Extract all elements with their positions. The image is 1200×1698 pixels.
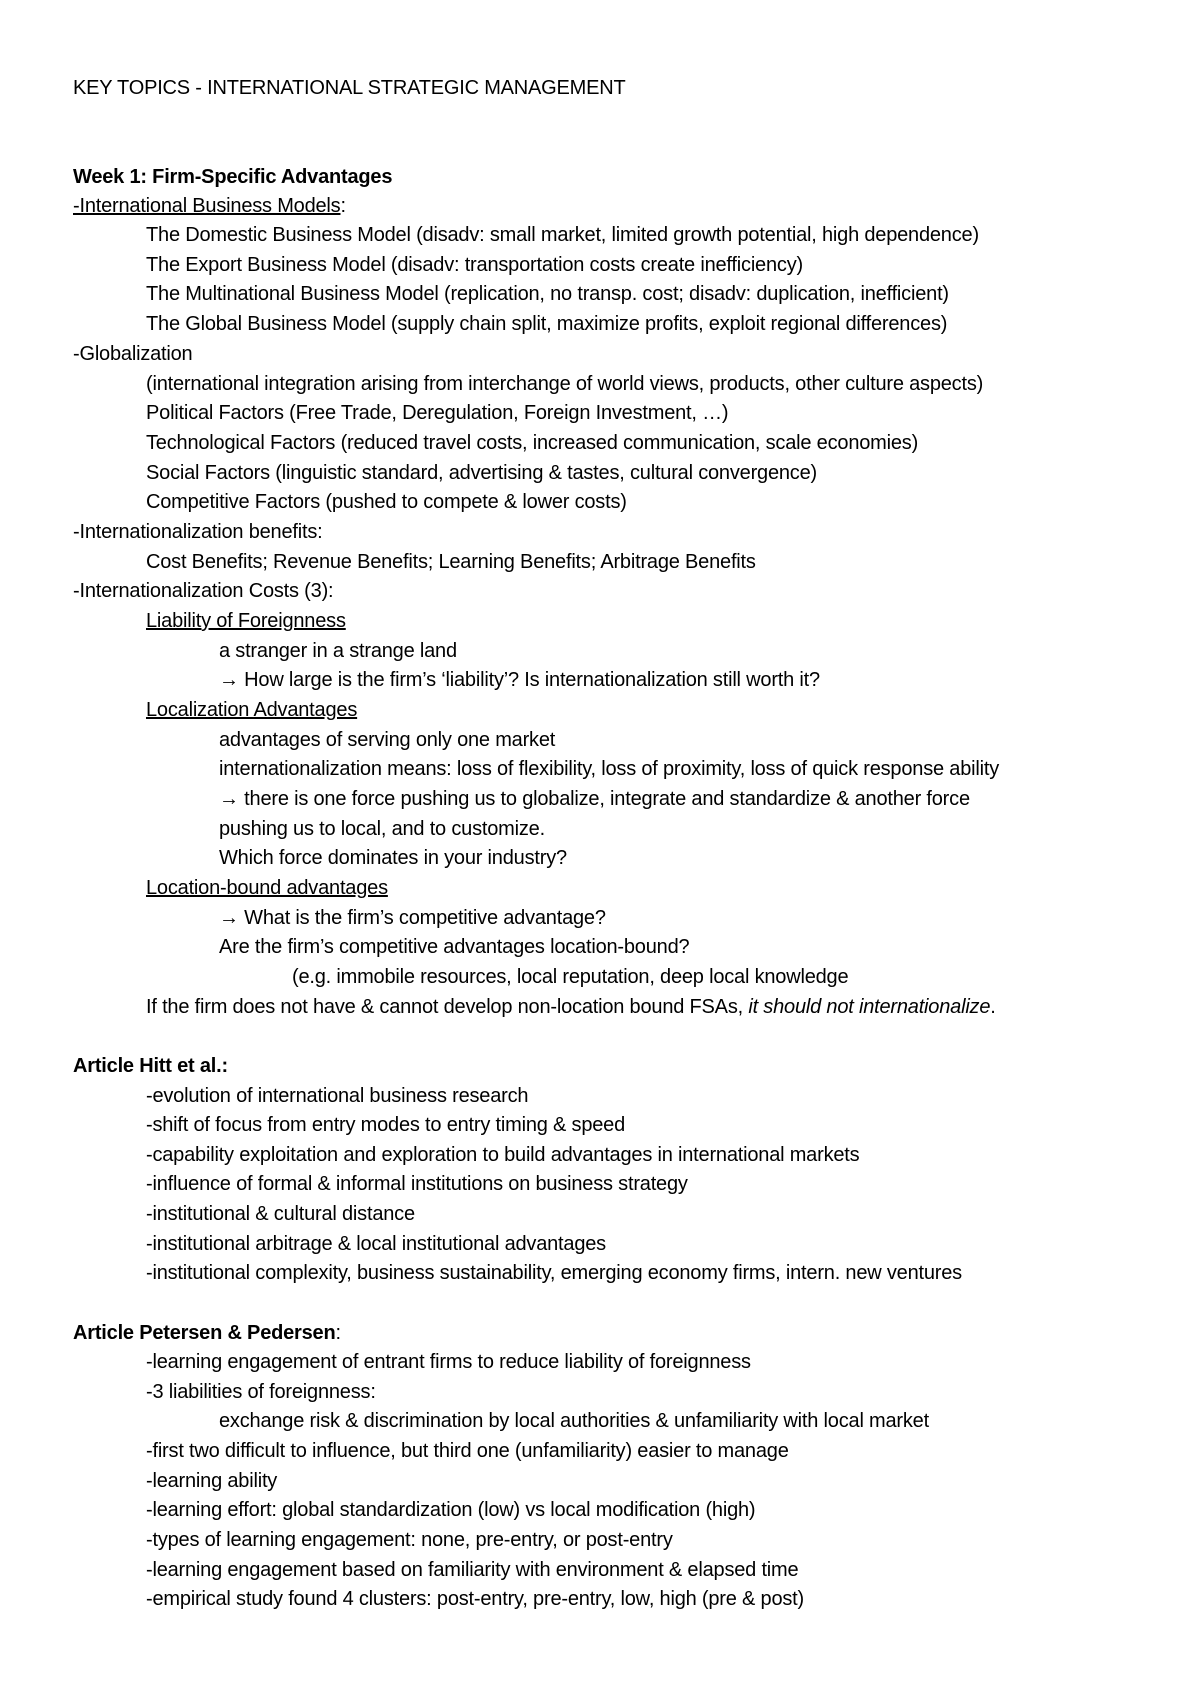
localization-heading: Localization Advantages: [146, 699, 358, 721]
localization-line: internationalization means: loss of flexibility, loss of proximity, loss of quick response ability: [219, 758, 1000, 780]
business-model-item: The Multinational Business Model (replication, no transp. cost; disadv: duplication, inefficient): [146, 283, 949, 305]
conclusion-end: .: [990, 996, 996, 1018]
hitt-item: -evolution of international business research: [146, 1085, 529, 1107]
arrow-right-icon: →: [219, 788, 239, 810]
liability-arrow-line: [219, 667, 820, 693]
petersen-item: -3 liabilities of foreignness:: [146, 1381, 376, 1403]
localization-line: pushing us to local, and to customize.: [219, 818, 545, 840]
localization-arrow-text: there is one force pushing us to globalize, integrate and standardize & another force: [238, 788, 970, 810]
conclusion-plain: If the firm does not have & cannot develop non-location bound FSAs,: [146, 996, 749, 1018]
petersen-sub-item: exchange risk & discrimination by local authorities & unfamiliarity with local market: [219, 1410, 929, 1432]
localization-line: advantages of serving only one market: [219, 729, 556, 751]
document-title: KEY TOPICS - INTERNATIONAL STRATEGIC MANAGEMENT: [73, 77, 626, 99]
location-bound-line: Are the firm’s competitive advantages location-bound?: [219, 936, 690, 958]
petersen-heading: [73, 1320, 341, 1346]
petersen-item: -first two difficult to influence, but third one (unfamiliarity) easier to manage: [146, 1440, 789, 1462]
petersen-item: -learning engagement based on familiarity with environment & elapsed time: [146, 1559, 799, 1581]
hitt-item: -institutional complexity, business sustainability, emerging economy firms, intern. new ventures: [146, 1262, 962, 1284]
business-model-item: The Export Business Model (disadv: transportation costs create inefficiency): [146, 254, 803, 276]
hitt-item: -shift of focus from entry modes to entry timing & speed: [146, 1114, 626, 1136]
hitt-item: -capability exploitation and exploration to build advantages in international markets: [146, 1144, 860, 1166]
petersen-item: -empirical study found 4 clusters: post-entry, pre-entry, low, high (pre & post): [146, 1588, 804, 1610]
liability-arrow-text: How large is the firm’s ‘liability’? Is internationalization still worth it?: [238, 669, 820, 691]
globalization-item: Social Factors (linguistic standard, advertising & tastes, cultural convergence): [146, 462, 817, 484]
globalization-item: Technological Factors (reduced travel costs, increased communication, scale economies): [146, 432, 919, 454]
globalization-item: Political Factors (Free Trade, Deregulation, Foreign Investment, …): [146, 402, 729, 424]
week1-heading: Week 1: Firm-Specific Advantages: [73, 166, 393, 188]
petersen-item: -learning engagement of entrant firms to reduce liability of foreignness: [146, 1351, 751, 1373]
location-bound-arrow-text: What is the firm’s competitive advantage?: [238, 907, 606, 929]
petersen-colon: :: [335, 1322, 341, 1344]
business-models-colon: :: [340, 195, 346, 217]
liability-line: a stranger in a strange land: [219, 640, 457, 662]
globalization-item: Competitive Factors (pushed to compete & lower costs): [146, 491, 627, 513]
arrow-right-icon: →: [219, 907, 239, 929]
hitt-item: -institutional arbitrage & local institutional advantages: [146, 1233, 606, 1255]
hitt-heading: Article Hitt et al.:: [73, 1055, 228, 1077]
petersen-item: -learning effort: global standardization (low) vs local modification (high): [146, 1499, 756, 1521]
location-bound-line: (e.g. immobile resources, local reputation, deep local knowledge: [292, 966, 849, 988]
benefits-item: Cost Benefits; Revenue Benefits; Learning Benefits; Arbitrage Benefits: [146, 551, 756, 573]
petersen-item: -learning ability: [146, 1470, 278, 1492]
localization-line: Which force dominates in your industry?: [219, 847, 567, 869]
location-bound-heading: Location-bound advantages: [146, 877, 388, 899]
hitt-item: -institutional & cultural distance: [146, 1203, 415, 1225]
business-model-item: The Domestic Business Model (disadv: small market, limited growth potential, high dependence): [146, 224, 979, 246]
business-model-item: The Global Business Model (supply chain split, maximize profits, exploit regional differences): [146, 313, 948, 335]
business-models-heading: [73, 193, 346, 219]
globalization-item: (international integration arising from interchange of world views, products, other culture aspects): [146, 373, 984, 395]
arrow-right-icon: →: [219, 669, 239, 691]
benefits-heading: -Internationalization benefits:: [73, 521, 323, 543]
conclusion-italic: it should not internationalize: [748, 996, 991, 1018]
liability-heading: Liability of Foreignness: [146, 610, 346, 632]
globalization-heading: -Globalization: [73, 343, 193, 365]
costs-heading: -Internationalization Costs (3):: [73, 580, 334, 602]
localization-arrow-line: [219, 786, 970, 812]
business-models-heading-text: -International Business Models: [73, 195, 341, 217]
costs-conclusion: [146, 994, 996, 1020]
petersen-item: -types of learning engagement: none, pre-entry, or post-entry: [146, 1529, 673, 1551]
location-bound-arrow-line: [219, 905, 606, 931]
hitt-item: -influence of formal & informal institutions on business strategy: [146, 1173, 688, 1195]
petersen-heading-text: Article Petersen & Pedersen: [73, 1322, 336, 1344]
